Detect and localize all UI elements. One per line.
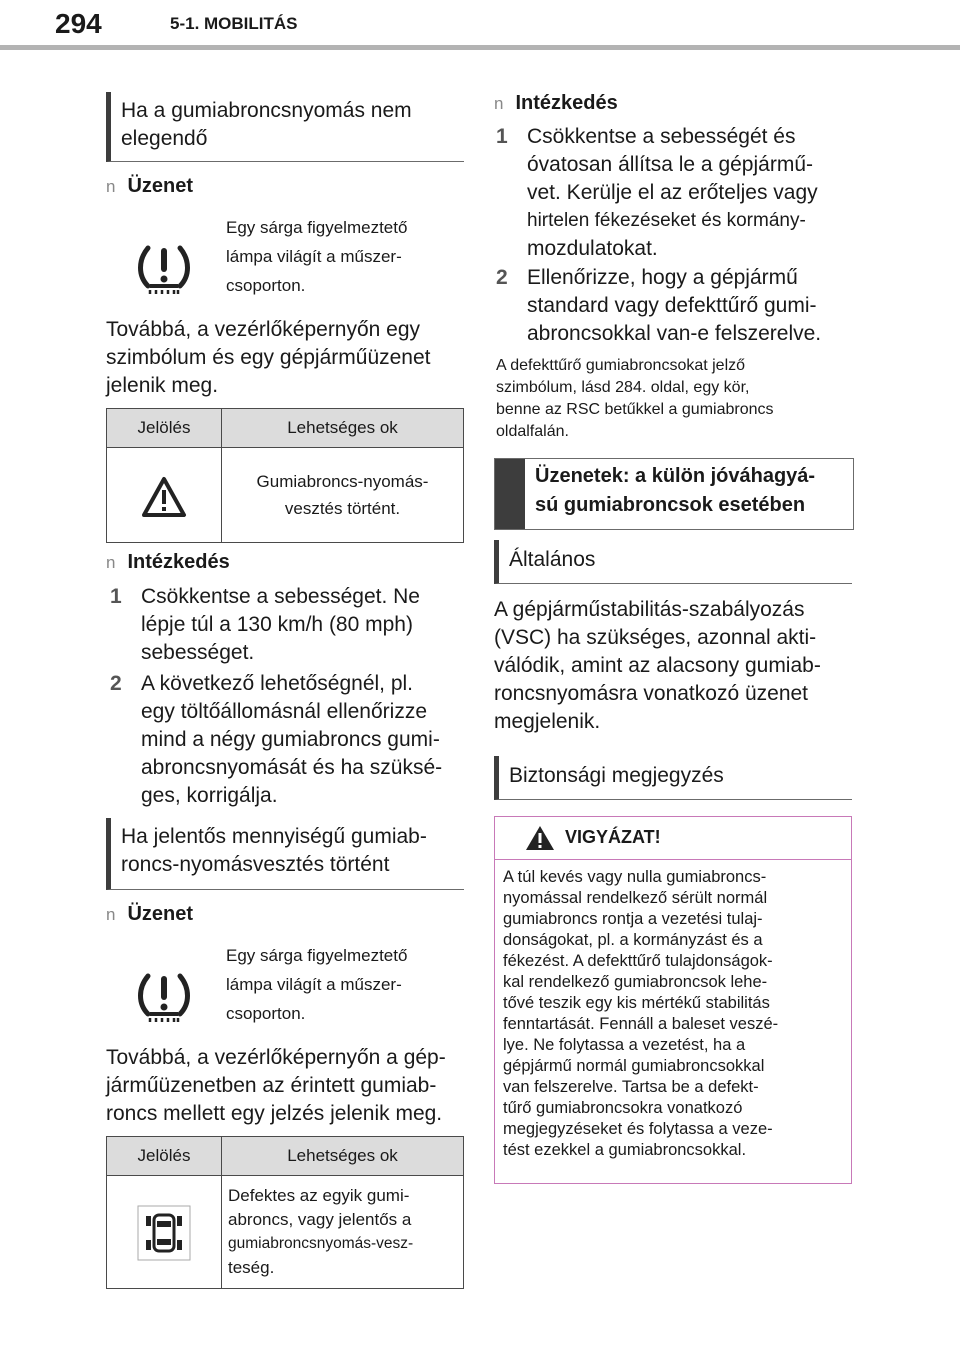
- paragraph-line: Továbbá, a vezérlőképernyőn a gép-: [106, 1046, 446, 1069]
- message-heading: [106, 175, 193, 198]
- chapter-title: 5-1. MOBILITÁS: [170, 14, 298, 33]
- step-number: 2: [110, 672, 122, 695]
- paragraph-line: (VSC) ha szükséges, azonnal akti-: [494, 626, 817, 649]
- heading-line: Üzenetek: a külön jóváhagyá-: [535, 465, 816, 487]
- cause-line: gumiabroncsnyomás-vesz-: [228, 1235, 414, 1252]
- step-line: óvatosan állítsa le a gépjármű-: [527, 153, 813, 176]
- step-line: ges, korrigálja.: [141, 784, 278, 807]
- warning-line: tűrő gumiabroncsokra vonatkozó: [503, 1099, 743, 1117]
- step-line: mozdulatokat.: [527, 237, 658, 260]
- paragraph-line: válódik, amint az alacsony gumiab-: [494, 654, 821, 677]
- step-line: Csökkentse a sebességet. Ne: [141, 585, 420, 608]
- tire-pressure-warning-icon: [136, 238, 192, 300]
- symbol-table: [106, 1136, 464, 1289]
- step-line: sebességet.: [141, 641, 255, 664]
- warning-line: tést ezekkel a gumiabroncsokkal.: [503, 1141, 747, 1159]
- paragraph-line: roncs mellett egy jelzés jelenik meg.: [106, 1102, 443, 1125]
- heading-bar: [495, 459, 525, 529]
- bullet: n: [494, 94, 504, 113]
- action-heading: [494, 92, 618, 115]
- step-line: egy töltőállomásnál ellenőrizze: [141, 700, 427, 723]
- message-heading-text: Üzenet: [127, 175, 194, 197]
- cause-line: abroncs, vagy jelentős a: [228, 1210, 412, 1229]
- message-line: csoporton.: [226, 276, 306, 295]
- warning-icon: [525, 825, 555, 851]
- step-number: 2: [496, 266, 508, 289]
- bullet: n: [106, 905, 116, 924]
- action-heading-text: Intézkedés: [127, 551, 230, 573]
- bullet: n: [106, 553, 116, 572]
- section-heading-pressure-loss: [106, 818, 464, 890]
- step-line: lépje túl a 130 km/h (80 mph): [141, 613, 413, 636]
- step-text: [527, 123, 818, 263]
- step-line: Ellenőrizze, hogy a gépjármű: [527, 266, 798, 289]
- car-tires-icon: [137, 1205, 191, 1261]
- message-line: lámpa világít a műszer-: [226, 247, 402, 266]
- section-heading-text: Ha a gumiabroncsnyomás nem elegendő: [121, 99, 412, 150]
- section-heading-text: [121, 823, 461, 879]
- cause-line: teség.: [228, 1258, 275, 1277]
- warning-line: tővé teszik egy kis mértékű stabilitás: [503, 994, 770, 1012]
- section-box-heading: [494, 458, 854, 530]
- cause-line: Gumiabroncs-nyomás-: [256, 472, 429, 491]
- cause-line: vesztés történt.: [284, 499, 401, 518]
- step-item: [110, 583, 464, 673]
- tire-pressure-warning-icon: [136, 966, 192, 1028]
- step-line: A következő lehetőségnél, pl.: [141, 672, 414, 695]
- warning-line: fenntartását. Fennáll a baleset veszé-: [503, 1015, 779, 1033]
- message-text: [226, 213, 456, 300]
- symbol-table: [106, 408, 464, 543]
- warning-line: fékezést. A defekttűrő tulajdonságok-: [503, 952, 773, 970]
- step-line: vet. Kerülje el az erőteljes vagy: [527, 181, 818, 204]
- cause-line: Defektes az egyik gumi-: [228, 1186, 410, 1205]
- table-cell-cause: [222, 1176, 464, 1289]
- section-heading-general: [494, 540, 852, 584]
- warning-header: [495, 817, 851, 860]
- warning-line: lye. Ne folytassa a vezetést, ha a: [503, 1036, 746, 1054]
- section-heading-text: Általános: [509, 548, 596, 571]
- note-line: benne az RSC betűkkel a gumiabroncs: [496, 401, 774, 418]
- heading-line: roncs-nyomásvesztés történt: [121, 853, 390, 876]
- message-line: lámpa világít a műszer-: [226, 975, 402, 994]
- message-line: csoporton.: [226, 1004, 306, 1023]
- paragraph-line: roncsnyomásra vonatkozó üzenet: [494, 682, 809, 705]
- step-line: mind a négy gumiabroncs gumi-: [141, 728, 440, 751]
- section-heading-safety: [494, 756, 852, 800]
- warning-line: megjegyzéseket és folytassa a veze-: [503, 1120, 773, 1138]
- paragraph-line: megjelenik.: [494, 710, 601, 733]
- note-line: A defekttűrő gumiabroncsokat jelző: [496, 357, 746, 374]
- paragraph-line: Továbbá, a vezérlőképernyőn egy: [106, 318, 421, 341]
- table-header: Lehetséges ok: [222, 1137, 464, 1176]
- warning-line: donságokat, pl. a kormányzást és a: [503, 931, 763, 949]
- step-text: [527, 264, 821, 348]
- step-item: [110, 670, 464, 810]
- warning-triangle-icon: [141, 476, 187, 518]
- message-line: Egy sárga figyelmeztető: [226, 218, 408, 237]
- warning-line: van felszerelve. Tartsa be a defekt-: [503, 1078, 759, 1096]
- paragraph-line: jelenik meg.: [106, 374, 219, 397]
- table-header-row: [107, 409, 464, 448]
- section-heading-pressure-low: [106, 92, 464, 162]
- warning-line: gépjármű normál gumiabroncsokkal: [503, 1057, 765, 1075]
- message-heading: [106, 903, 193, 926]
- bullet: n: [106, 177, 116, 196]
- table-row: [107, 448, 464, 543]
- heading-line: Ha jelentős mennyiségű gumiab-: [121, 825, 427, 848]
- warning-line: A túl kevés vagy nulla gumiabroncs-: [503, 868, 767, 886]
- step-line: Csökkentse a sebességét és: [527, 125, 796, 148]
- table-cell-symbol: [107, 1176, 222, 1289]
- step-number: 1: [110, 585, 122, 608]
- paragraph-line: járműüzenetben az érintett gumiab-: [106, 1074, 437, 1097]
- note-text: [496, 355, 852, 443]
- paragraph: [494, 596, 852, 736]
- message-line: Egy sárga figyelmeztető: [226, 946, 408, 965]
- step-line: standard vagy defekttűrő gumi-: [527, 294, 817, 317]
- section-heading-text: Biztonsági megjegyzés: [509, 764, 724, 787]
- paragraph: [106, 1044, 464, 1128]
- heading-line: sú gumiabroncsok esetében: [535, 494, 806, 516]
- note-line: szimbólum, lásd 284. oldal, egy kör,: [496, 379, 750, 396]
- table-header-row: [107, 1137, 464, 1176]
- step-number: 1: [496, 125, 508, 148]
- warning-box: [494, 816, 852, 1184]
- warning-body: [503, 867, 843, 1161]
- step-line: abroncsnyomását és ha szüksé-: [141, 756, 443, 779]
- box-heading-text: [535, 462, 815, 520]
- paragraph-line: szimbólum és egy gépjárműüzenet: [106, 346, 431, 369]
- message-heading-text: Üzenet: [127, 903, 194, 925]
- action-heading-text: Intézkedés: [515, 92, 618, 114]
- paragraph: [106, 316, 464, 400]
- table-header: Lehetséges ok: [222, 409, 464, 448]
- warning-line: nyomással rendelkező sérült normál: [503, 889, 768, 907]
- table-row: [107, 1176, 464, 1289]
- page-number: 294: [55, 8, 102, 39]
- step-item: [496, 264, 852, 354]
- step-line: abroncsokkal van-e felszerelve.: [527, 322, 822, 345]
- step-item: [496, 123, 852, 263]
- step-text: [141, 670, 442, 810]
- message-text: [226, 941, 456, 1028]
- step-text: [141, 583, 420, 667]
- note-line: oldalfalán.: [496, 423, 569, 440]
- table-header: Jelölés: [107, 409, 222, 448]
- warning-title: VIGYÁZAT!: [565, 827, 661, 847]
- warning-line: gumiabroncs rontja a vezetési tulaj-: [503, 910, 763, 928]
- header-rule: [0, 45, 960, 50]
- table-cell-cause: [222, 448, 464, 543]
- step-line: hirtelen fékezéseket és kormány-: [527, 210, 806, 231]
- table-cell-symbol: [107, 448, 222, 543]
- warning-line: kal rendelkező gumiabroncsok lehe-: [503, 973, 768, 991]
- action-heading: [106, 551, 230, 574]
- paragraph-line: A gépjárműstabilitás-szabályozás: [494, 598, 805, 621]
- table-header: Jelölés: [107, 1137, 222, 1176]
